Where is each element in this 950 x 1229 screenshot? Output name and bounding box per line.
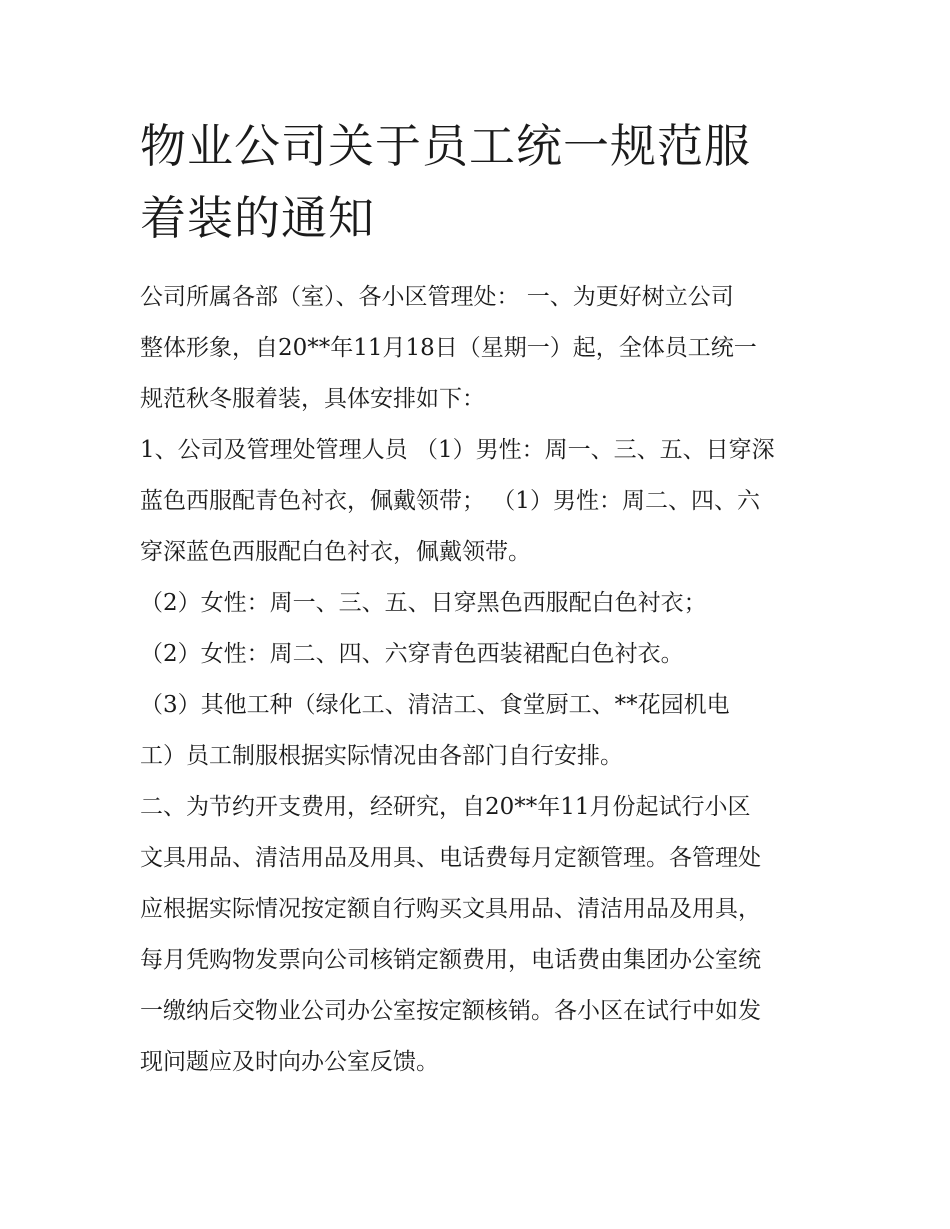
body-line: 二、为节约开支费用，经研究，自20**年11月份起试行小区 xyxy=(140,794,751,820)
body-line: 1、公司及管理处管理人员 （1）男性：周一、三、五、日穿深 xyxy=(140,437,775,463)
body-line: 整体形象，自20**年11月18日（星期一）起，全体员工统一 xyxy=(140,335,757,361)
body-line: 文具用品、清洁用品及用具、电话费每月定额管理。各管理处 xyxy=(140,845,761,871)
body-line: （3）其他工种（绿化工、清洁工、食堂厨工、**花园机电 xyxy=(140,692,730,718)
body-line: 每月凭购物发票向公司核销定额费用，电话费由集团办公室统 xyxy=(140,947,761,973)
body-line: （2）女性：周一、三、五、日穿黑色西服配白色衬衣； xyxy=(140,590,707,616)
body-line: 现问题应及时向办公室反馈。 xyxy=(140,1049,439,1075)
body-line: （2）女性：周二、四、六穿青色西装裙配白色衬衣。 xyxy=(140,641,684,667)
document-title xyxy=(140,110,820,254)
body-line: 蓝色西服配青色衬衣，佩戴领带； （1）男性：周二、四、六 xyxy=(140,488,760,514)
body-line: 一缴纳后交物业公司办公室按定额核销。各小区在试行中如发 xyxy=(140,998,761,1024)
body-line: 工）员工制服根据实际情况由各部门自行安排。 xyxy=(140,743,623,769)
title-line-1: 物业公司关于员工统一规范服 xyxy=(140,119,751,173)
title-line-2: 着装的通知 xyxy=(140,191,375,245)
body-line: 公司所属各部（室）、各小区管理处： 一、为更好树立公司 xyxy=(140,284,734,310)
body-line: 穿深蓝色西服配白色衬衣，佩戴领带。 xyxy=(140,539,531,565)
document-body xyxy=(140,272,820,1088)
body-line: 应根据实际情况按定额自行购买文具用品、清洁用品及用具， xyxy=(140,896,761,922)
body-line: 规范秋冬服着装，具体安排如下： xyxy=(140,386,485,412)
document-page xyxy=(140,110,820,1088)
